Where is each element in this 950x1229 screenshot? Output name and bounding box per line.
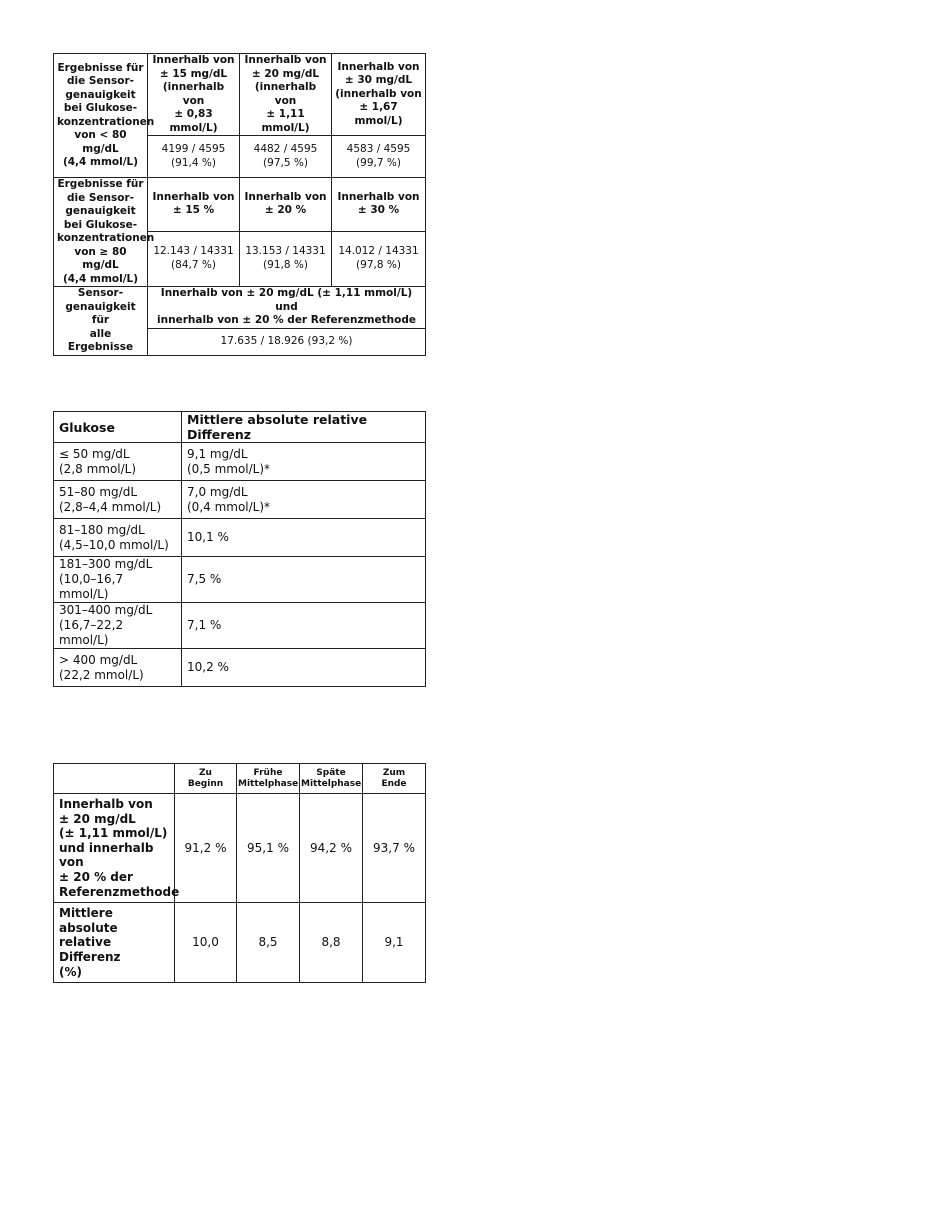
glucose-cell: 301–400 mg/dL (16,7–22,2 mmol/L) (54, 603, 182, 649)
section-a-header: Ergebnisse für die Sensor- genauigkeit bei Glukose- konzentrationen von < 80 mg/dL (4,4 mmol/L) (54, 54, 148, 178)
mard-by-glucose-table (53, 411, 426, 687)
mard-cell: 10,2 % (182, 649, 426, 687)
section-b-col-1: Innerhalb von ± 15 % (148, 178, 240, 232)
section-a-col-3: Innerhalb von ± 30 mg/dL (innerhalb von ± 1,67 mmol/L) (332, 54, 426, 136)
value-cell: 95,1 % (237, 794, 300, 903)
section-a-col-1: Innerhalb von ± 15 mg/dL (innerhalb von ± 0,83 mmol/L) (148, 54, 240, 136)
section-a-col-2: Innerhalb von ± 20 mg/dL (innerhalb von ± 1,11 mmol/L) (240, 54, 332, 136)
phase-header-late-mid: Späte Mittelphase (300, 764, 363, 794)
table-row (54, 603, 426, 649)
section-c-header: Sensor- genauigkeit für alle Ergebnisse (54, 287, 148, 356)
glucose-cell: ≤ 50 mg/dL (2,8 mmol/L) (54, 443, 182, 481)
phase-header-start: Zu Beginn (175, 764, 237, 794)
table-row (54, 443, 426, 481)
glucose-header: Glukose (54, 412, 182, 443)
section-b-header: Ergebnisse für die Sensor- genauigkeit bei Glukose- konzentrationen von ≥ 80 mg/dL (4,4 mmol/L) (54, 178, 148, 287)
sensor-accuracy-table (53, 53, 426, 356)
glucose-cell: 181–300 mg/dL (10,0–16,7 mmol/L) (54, 557, 182, 603)
table-row (54, 649, 426, 687)
value-cell: 9,1 (363, 903, 426, 983)
mard-cell: 10,1 % (182, 519, 426, 557)
table-row (54, 903, 426, 983)
row-label-within-20: Innerhalb von ± 20 mg/dL (± 1,11 mmol/L) und innerhalb von ± 20 % der Referenzmethode (54, 794, 175, 903)
section-b-value-3: 14.012 / 14331 (97,8 %) (332, 231, 426, 286)
mard-cell: 7,0 mg/dL (0,4 mmol/L)* (182, 481, 426, 519)
mard-cell: 9,1 mg/dL (0,5 mmol/L)* (182, 443, 426, 481)
mard-cell: 7,1 % (182, 603, 426, 649)
table-row (54, 519, 426, 557)
mard-cell: 7,5 % (182, 557, 426, 603)
table-row (54, 557, 426, 603)
section-a-value-2: 4482 / 4595 (97,5 %) (240, 136, 332, 178)
section-b-col-2: Innerhalb von ± 20 % (240, 178, 332, 232)
value-cell: 91,2 % (175, 794, 237, 903)
table-row (54, 481, 426, 519)
section-b-value-2: 13.153 / 14331 (91,8 %) (240, 231, 332, 286)
empty-corner-cell (54, 764, 175, 794)
value-cell: 10,0 (175, 903, 237, 983)
value-cell: 8,5 (237, 903, 300, 983)
accuracy-over-wear-table (53, 763, 426, 983)
row-label-mard: Mittlere absolute relative Differenz (%) (54, 903, 175, 983)
section-a-value-1: 4199 / 4595 (91,4 %) (148, 136, 240, 178)
section-a-value-3: 4583 / 4595 (99,7 %) (332, 136, 426, 178)
mard-header: Mittlere absolute relative Differenz (182, 412, 426, 443)
glucose-cell: 51–80 mg/dL (2,8–4,4 mmol/L) (54, 481, 182, 519)
phase-header-early-mid: Frühe Mittelphase (237, 764, 300, 794)
section-b-value-1: 12.143 / 14331 (84,7 %) (148, 231, 240, 286)
table-row (54, 794, 426, 903)
section-b-col-3: Innerhalb von ± 30 % (332, 178, 426, 232)
value-cell: 94,2 % (300, 794, 363, 903)
glucose-cell: > 400 mg/dL (22,2 mmol/L) (54, 649, 182, 687)
value-cell: 8,8 (300, 903, 363, 983)
phase-header-end: Zum Ende (363, 764, 426, 794)
section-c-label: Innerhalb von ± 20 mg/dL (± 1,11 mmol/L) und innerhalb von ± 20 % der Referenzmethode (148, 287, 426, 329)
section-c-value: 17.635 / 18.926 (93,2 %) (148, 328, 426, 355)
glucose-cell: 81–180 mg/dL (4,5–10,0 mmol/L) (54, 519, 182, 557)
value-cell: 93,7 % (363, 794, 426, 903)
